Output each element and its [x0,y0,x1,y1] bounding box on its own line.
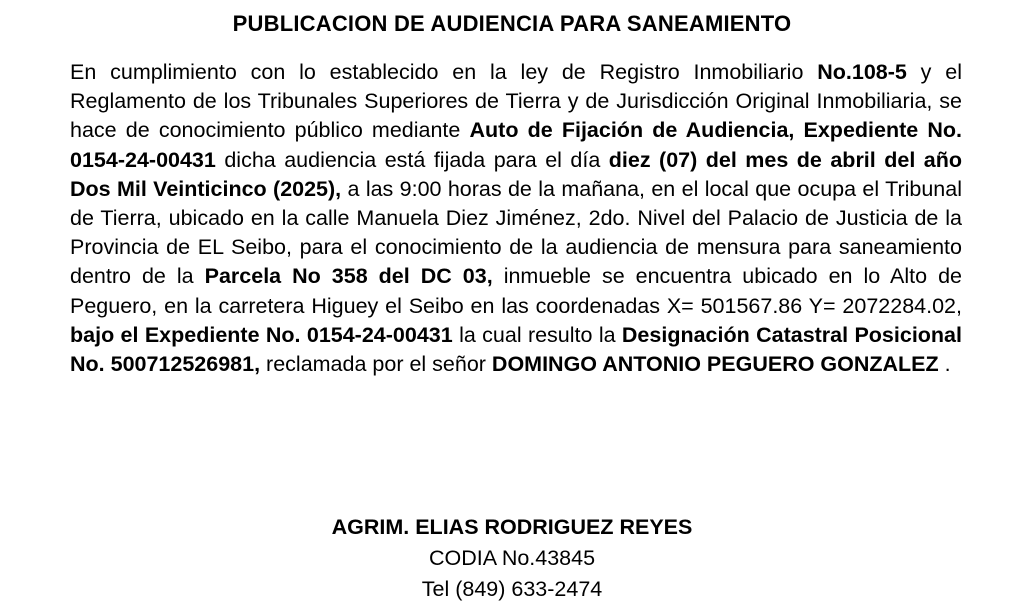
signatory-name: AGRIM. ELIAS RODRIGUEZ REYES [331,515,693,539]
body-segment: . [938,352,951,377]
body-segment: a las 9:00 horas de la mañana, en el local que ocupa el Tribunal de Tierra, ubicado en la calle Manuela Diez Jiménez, 2do. Nivel del Palacio de Justicia de la Provincia de EL Seibo, para el conocimiento de la audiencia de mensura para saneamiento dentro de la [70,176,962,289]
body-segment-bold: bajo el Expediente No. 0154-24-00431 [70,322,453,347]
body-segment: y el Reglamento de los Tribunales Superiores de Tierra y de Jurisdicción Original Inmobiliaria, se hace de conocimiento público mediante [70,60,962,143]
document-title: PUBLICACION DE AUDIENCIA PARA SANEAMIENTO [232,11,792,36]
body-segment: inmueble se encuentra ubicado en lo Alto de Peguero, en la carretera Higuey el Seibo en las coordenadas X= 501567.86 Y= 2072284.02, [70,264,963,318]
body-segment: dicha audiencia está fijada para el día [215,147,609,172]
body-segment: En cumplimiento con lo establecido en la ley de Registro Inmobiliario [70,60,818,84]
body-segment-bold: Auto de Fijación de Audiencia, Expediente No. 0154-24-00431 [70,118,962,172]
signature-block [0,512,1024,605]
codia-number: CODIA No.43845 [428,546,596,570]
body-segment-bold: Parcela No 358 del DC 03, [204,264,493,289]
body-segment-bold: diez (07) del mes de abril del año Dos Mil Veinticinco (2025), [70,147,962,201]
body-segment: la cual resulto la [452,322,622,347]
body-segment-bold: Designación Catastral Posicional No. 500712526981, [70,322,962,377]
phone-number: Tel (849) 633-2474 [421,577,603,601]
document-body [70,58,962,379]
body-segment-bold: DOMINGO ANTONIO PEGUERO GONZALEZ [491,352,939,377]
body-segment-bold: No.108-5 [817,60,907,84]
body-segment: reclamada por el señor [260,352,492,377]
